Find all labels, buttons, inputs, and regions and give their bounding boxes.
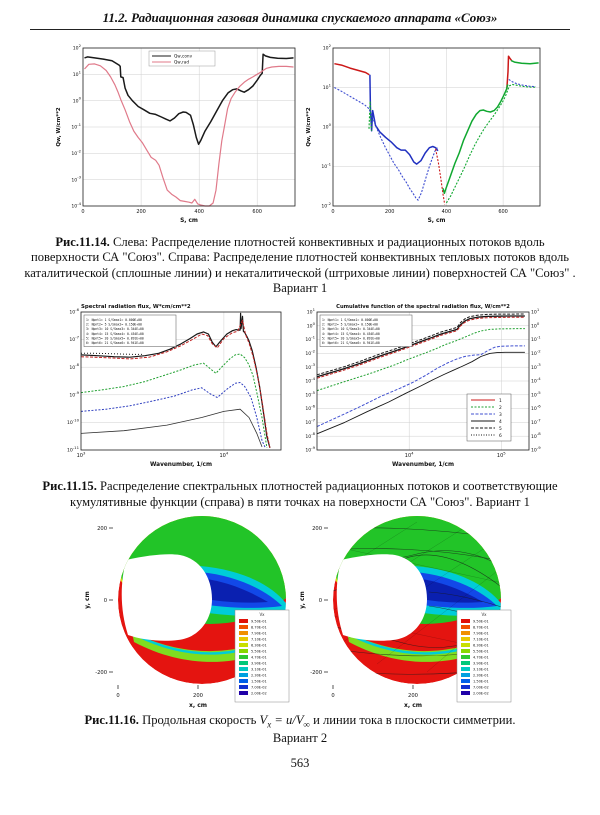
svg-text:7.00E-02: 7.00E-02: [250, 685, 267, 690]
svg-text:x, cm: x, cm: [188, 702, 207, 710]
svg-text:3: 3: [499, 413, 502, 419]
svg-text:103: $10^3$: [76, 450, 86, 460]
caption-fig-11-16: [24, 713, 576, 746]
legend: [149, 51, 215, 66]
svg-text:3: Npnt3= 10 S/Smax3= 0.344E+0: 3: Npnt3= 10 S/Smax3= 0.344E+00: [86, 327, 144, 332]
svg-text:102: $10^2$: [72, 43, 81, 52]
caption-fig-11-15-text: Распределение спектральных плотностей радиационных потоков и соответствующие кумулятивные функции (справа) в пяти точках на поверхности СА "Союз". Вариант 1: [70, 479, 558, 509]
svg-text:Qw,rad: Qw,rad: [173, 59, 189, 65]
svg-text:6.30E-01: 6.30E-01: [250, 643, 267, 648]
caption-fig-11-16-post: и линии тока в плоскости симметрии.: [313, 713, 516, 728]
svg-text:10-6: $10^{-6}$: [69, 307, 79, 317]
svg-text:5.50E-01: 5.50E-01: [250, 649, 267, 654]
svg-text:1: Npnt1= 1 S/Smax1= 0.000E+0: 1: Npnt1= 1 S/Smax1= 0.000E+00: [322, 318, 378, 323]
svg-text:2.30E-01: 2.30E-01: [472, 673, 489, 678]
svg-text:400: 400: [441, 209, 451, 215]
svg-text:10-8: $10^{-8}$: [531, 431, 541, 441]
svg-text:3.10E-01: 3.10E-01: [250, 667, 267, 672]
svg-text:2: Npnt2= 5 S/Smax2= 0.150E+0: 2: Npnt2= 5 S/Smax2= 0.150E+00: [86, 323, 142, 328]
colorbar: [457, 610, 511, 702]
svg-text:10-5: $10^{-5}$: [305, 390, 315, 399]
svg-text:10-7: $10^{-7}$: [305, 417, 315, 427]
svg-text:200: 200: [192, 693, 203, 700]
svg-text:5: Npnt5= 20 S/Smax5= 0.891E+0: 5: Npnt5= 20 S/Smax5= 0.891E+00: [86, 336, 144, 341]
svg-text:101: $10^1$: [322, 82, 331, 92]
svg-text:3: Npnt3= 10 S/Smax3= 0.344E+0: 3: Npnt3= 10 S/Smax3= 0.344E+00: [322, 327, 380, 332]
svg-text:-200: -200: [309, 669, 322, 676]
svg-text:10-10: $10^{-10}$: [66, 417, 79, 427]
svg-text:100: $10^0$: [72, 95, 81, 105]
svg-text:-200: -200: [94, 669, 107, 676]
svg-text:10-9: $10^{-9}$: [69, 390, 79, 399]
svg-text:1.50E-01: 1.50E-01: [250, 679, 267, 684]
svg-text:10-7: $10^{-7}$: [69, 335, 79, 344]
svg-text:100: $10^0$: [322, 122, 331, 131]
svg-text:101: $10^1$: [72, 69, 81, 78]
svg-text:1.50E-01: 1.50E-01: [472, 679, 489, 684]
svg-text:0: 0: [330, 693, 335, 700]
svg-text:Wavenumber, 1/cm: Wavenumber, 1/cm: [149, 462, 213, 469]
svg-text:7.00E-02: 7.00E-02: [472, 685, 489, 690]
svg-text:104: $10^4$: [219, 450, 229, 460]
svg-text:10-3: $10^{-3}$: [70, 174, 81, 184]
caption-fig-11-15-label: Рис.11.15.: [42, 479, 97, 494]
svg-text:Vx: Vx: [480, 612, 487, 618]
svg-text:7.10E-01: 7.10E-01: [250, 637, 267, 642]
chart-cumulative-flux: [287, 298, 549, 476]
svg-text:600: 600: [497, 209, 508, 215]
svg-text:3.90E-01: 3.90E-01: [472, 661, 489, 666]
svg-text:8.70E-01: 8.70E-01: [250, 625, 267, 630]
svg-text:10-5: $10^{-5}$: [531, 390, 541, 399]
svg-text:3.90E-01: 3.90E-01: [250, 661, 267, 666]
svg-text:10-1: $10^{-1}$: [70, 122, 81, 131]
svg-text:y, cm: y, cm: [83, 591, 91, 609]
velocity-formula: $V_x = u/V_\infty$: [259, 713, 310, 730]
svg-text:200: 200: [407, 693, 418, 700]
chart-heatflux-conv-rad: [53, 36, 303, 232]
contour-velocity-streamlines: [297, 514, 519, 710]
figure-11-14: [0, 36, 600, 232]
svg-text:10-1: $10^{-1}$: [531, 335, 541, 344]
svg-text:2: 2: [499, 406, 502, 412]
svg-text:Qw, W/cm**2: Qw, W/cm**2: [55, 107, 62, 147]
svg-text:0: 0: [103, 597, 107, 604]
svg-text:0: 0: [115, 693, 120, 700]
svg-text:200: 200: [135, 209, 146, 215]
svg-text:10-4: $10^{-4}$: [305, 376, 315, 386]
svg-text:100: $10^0$: [306, 321, 315, 330]
svg-text:Vx: Vx: [258, 612, 265, 618]
svg-text:6: Npnt6= 21 S/Smax6= 0.941E+0: 6: Npnt6= 21 S/Smax6= 0.941E+00: [322, 341, 380, 346]
svg-text:1: 1: [499, 399, 502, 405]
svg-text:5.50E-01: 5.50E-01: [472, 649, 489, 654]
svg-text:10-3: $10^{-3}$: [305, 362, 315, 372]
svg-text:10-2: $10^{-2}$: [531, 348, 541, 358]
svg-text:y, cm: y, cm: [298, 591, 306, 609]
point-legend: [320, 315, 412, 347]
colorbar: [235, 610, 289, 702]
svg-text:4.70E-01: 4.70E-01: [250, 655, 267, 660]
caption-fig-11-15: [24, 479, 576, 510]
svg-text:0: 0: [80, 209, 85, 215]
svg-text:4: Npnt4= 15 S/Smax4= 0.454E+0: 4: Npnt4= 15 S/Smax4= 0.454E+00: [86, 332, 144, 337]
svg-text:S, cm: S, cm: [427, 218, 445, 224]
svg-text:600: 600: [251, 209, 262, 215]
section-header-text: 11.2. Радиационная газовая динамика спускаемого аппарата «Союз»: [102, 10, 498, 25]
svg-text:10-1: $10^{-1}$: [320, 161, 331, 171]
svg-text:10-9: $10^{-9}$: [531, 445, 541, 455]
svg-text:100: $10^0$: [531, 321, 540, 330]
svg-text:200: 200: [384, 209, 394, 215]
page-number: 563: [290, 756, 310, 770]
figure-11-15: [0, 298, 600, 476]
svg-text:10-8: $10^{-8}$: [69, 362, 79, 372]
svg-text:10-4: $10^{-4}$: [70, 201, 81, 210]
svg-text:10-3: $10^{-3}$: [531, 362, 541, 372]
svg-text:Qw,conv: Qw,conv: [173, 53, 192, 59]
svg-text:2.00E-02: 2.00E-02: [250, 691, 267, 696]
svg-text:400: 400: [193, 209, 204, 215]
svg-text:7.10E-01: 7.10E-01: [472, 637, 489, 642]
svg-text:2: Npnt2= 5 S/Smax2= 0.150E+0: 2: Npnt2= 5 S/Smax2= 0.150E+00: [322, 323, 378, 328]
svg-text:10-6: $10^{-6}$: [305, 404, 315, 413]
svg-text:9.50E-01: 9.50E-01: [472, 619, 489, 624]
svg-text:x, cm: x, cm: [403, 702, 422, 710]
svg-text:Wavenumber, 1/cm: Wavenumber, 1/cm: [391, 462, 455, 469]
caption-fig-11-16-line2: Вариант 2: [272, 730, 328, 745]
svg-text:Qw, W/cm**2: Qw, W/cm**2: [305, 107, 312, 147]
svg-text:10-4: $10^{-4}$: [531, 376, 541, 386]
svg-text:105: $10^5$: [496, 450, 506, 460]
svg-text:101: $10^1$: [531, 307, 540, 317]
contour-velocity-left: [82, 514, 297, 710]
svg-text:4: 4: [499, 420, 502, 426]
svg-text:6.30E-01: 6.30E-01: [472, 643, 489, 648]
svg-text:5: Npnt5= 20 S/Smax5= 0.891E+0: 5: Npnt5= 20 S/Smax5= 0.891E+00: [322, 336, 380, 341]
caption-fig-11-16-pre: Продольная скорость: [142, 713, 257, 728]
svg-text:10-11: $10^{-11}$: [66, 445, 79, 455]
svg-text:101: $10^1$: [306, 307, 315, 317]
svg-text:10-1: $10^{-1}$: [305, 335, 315, 344]
svg-text:4: Npnt4= 15 S/Smax4= 0.454E+0: 4: Npnt4= 15 S/Smax4= 0.454E+00: [322, 332, 380, 337]
svg-text:102: $10^2$: [322, 43, 331, 52]
svg-text:0: 0: [330, 209, 335, 215]
caption-fig-11-16-label: Рис.11.16.: [84, 713, 139, 728]
svg-text:6: 6: [499, 434, 502, 440]
svg-text:10-6: $10^{-6}$: [531, 404, 541, 413]
caption-fig-11-14-label: Рис.11.14.: [55, 235, 110, 249]
svg-text:7.90E-01: 7.90E-01: [472, 631, 489, 636]
caption-fig-11-14: [24, 235, 576, 296]
svg-text:10-2: $10^{-2}$: [70, 148, 81, 157]
caption-fig-11-14-text: Слева: Распределение плотностей конвективных и радиационных потоков вдоль поверхности СА "Союз". Справа: Распределение плотностей конвективных тепловых потоков вдоль каталитической (сплошные линии) и некаталитической (штриховые линии) поверхностей СА "Союз" . Вариант 1: [24, 235, 576, 296]
chart-heatflux-catalytic: [303, 36, 548, 232]
svg-text:10-9: $10^{-9}$: [305, 445, 315, 455]
svg-text:0: 0: [318, 597, 322, 604]
svg-text:10-8: $10^{-8}$: [305, 431, 315, 441]
svg-text:10-2: $10^{-2}$: [305, 348, 315, 358]
point-legend: [84, 315, 176, 347]
svg-text:7.90E-01: 7.90E-01: [250, 631, 267, 636]
svg-text:8.70E-01: 8.70E-01: [472, 625, 489, 630]
section-header: [30, 10, 570, 30]
svg-text:200: 200: [311, 525, 322, 532]
svg-text:2.00E-02: 2.00E-02: [472, 691, 489, 696]
svg-text:2.30E-01: 2.30E-01: [250, 673, 267, 678]
figure-11-16: [0, 514, 600, 710]
svg-text:3.10E-01: 3.10E-01: [472, 667, 489, 672]
svg-text:10-2: $10^{-2}$: [320, 201, 331, 210]
svg-text:104: $10^4$: [404, 450, 414, 460]
svg-text:10-7: $10^{-7}$: [531, 417, 541, 427]
svg-text:6: Npnt6= 21 S/Smax6= 0.941E+0: 6: Npnt6= 21 S/Smax6= 0.941E+00: [86, 341, 144, 346]
svg-text:5: 5: [499, 427, 502, 433]
svg-text:9.50E-01: 9.50E-01: [250, 619, 267, 624]
series-legend: [467, 394, 511, 441]
chart-spectral-flux: [51, 298, 287, 476]
svg-text:Cumulative function of the spe: Cumulative function of the spectral radiation flux, W/cm**2: [336, 304, 510, 311]
svg-text:1: Npnt1= 1 S/Smax1= 0.000E+0: 1: Npnt1= 1 S/Smax1= 0.000E+00: [86, 318, 142, 323]
svg-text:Spectral radiation flux, W*cm/: Spectral radiation flux, W*cm/cm**2: [81, 304, 191, 311]
svg-text:200: 200: [96, 525, 107, 532]
svg-text:4.70E-01: 4.70E-01: [472, 655, 489, 660]
svg-text:S, cm: S, cm: [179, 218, 198, 224]
